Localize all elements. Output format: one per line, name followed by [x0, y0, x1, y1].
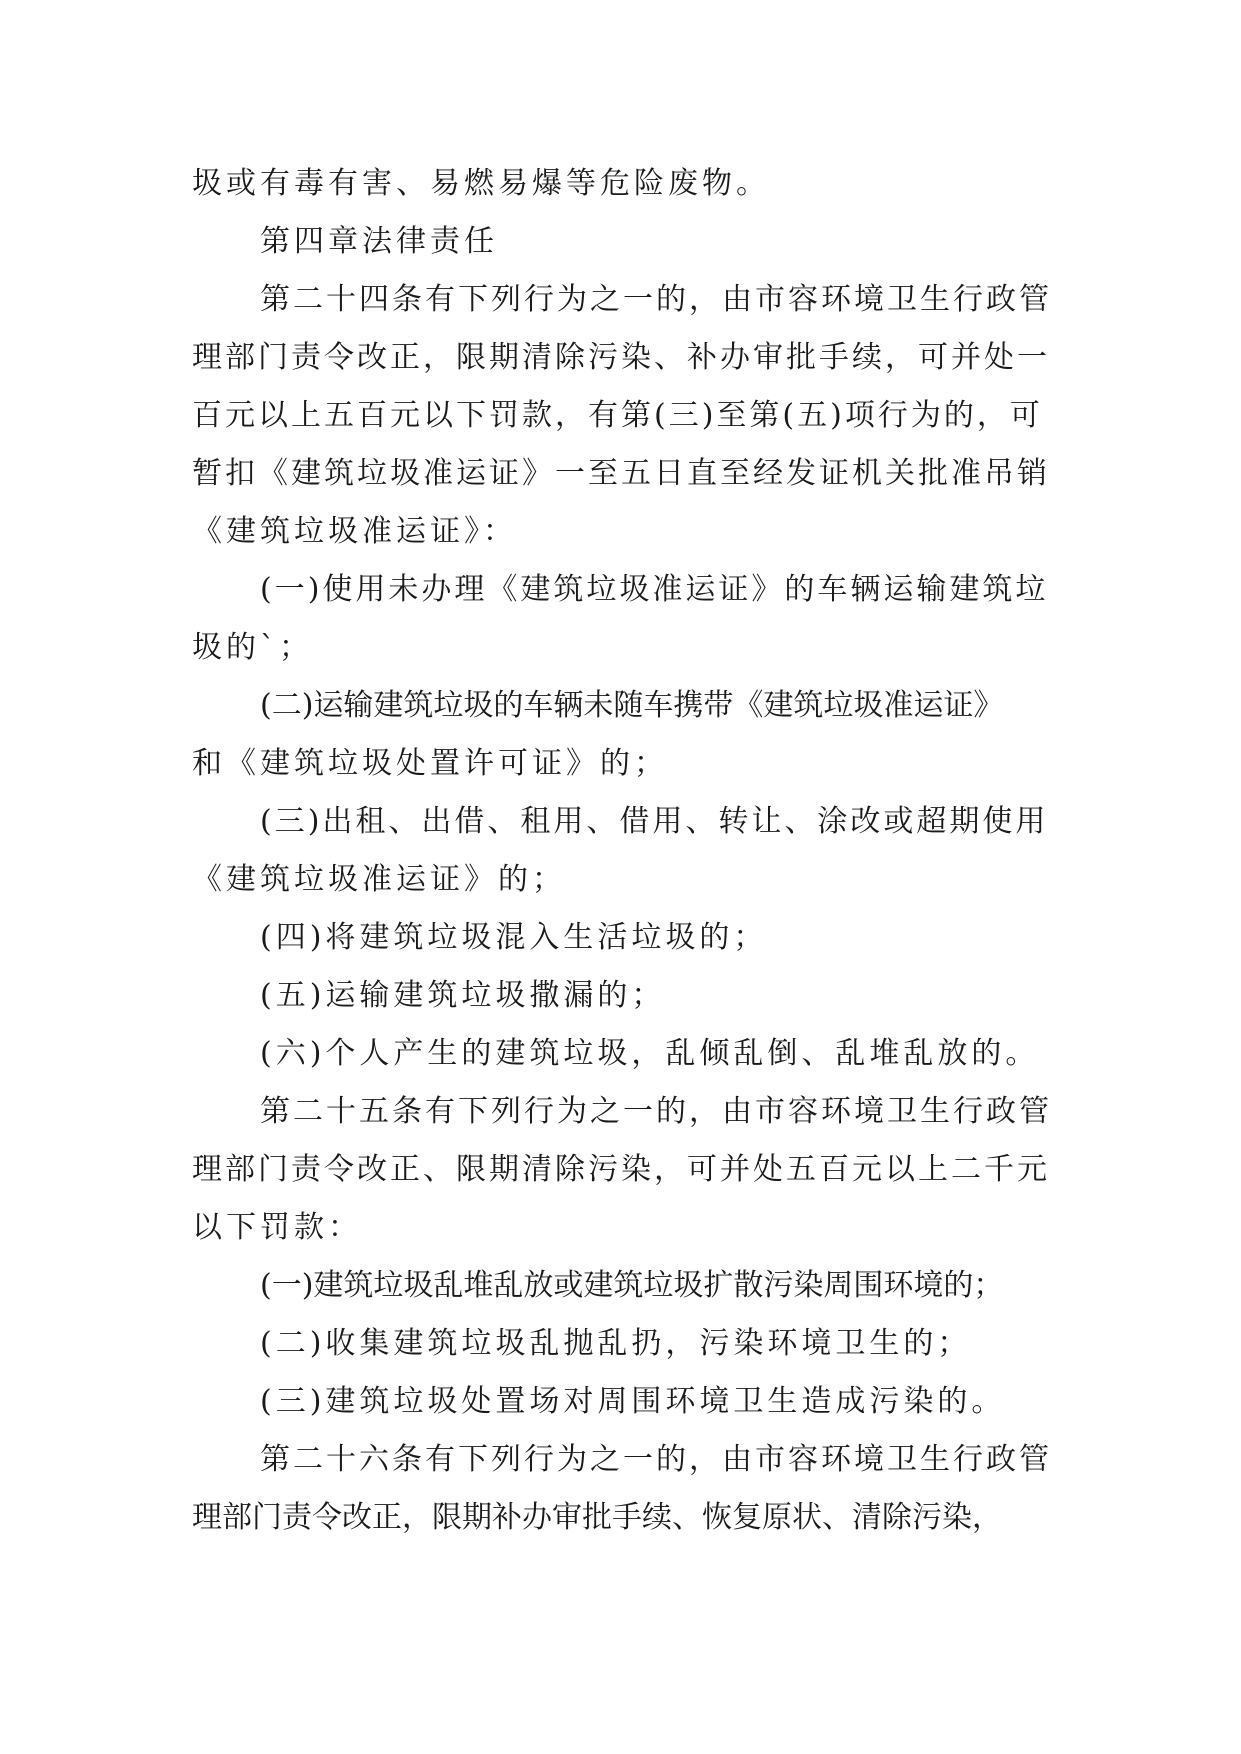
article-25-line-3: 以下罚款：	[192, 1210, 362, 1245]
article-24-line-1: 第二十四条有下列行为之一的，由市容环境卫生行政管	[260, 282, 1052, 317]
article-25-item-1: (一)建筑垃圾乱堆乱放或建筑垃圾扩散污染周围环境的；	[260, 1268, 1004, 1303]
chapter-heading: 第四章法律责任	[260, 224, 498, 259]
article-24-line-4: 暂扣《建筑垃圾准运证》一至五日直至经发证机关批准吊销	[192, 456, 1050, 491]
article-24-item-1-line-1: (一)使用未办理《建筑垃圾准运证》的车辆运输建筑垃	[260, 572, 1049, 607]
text-line: 圾或有毒有害、易燃易爆等危险废物。	[192, 166, 770, 201]
article-25-line-2: 理部门责令改正、限期清除污染，可并处五百元以上二千元	[192, 1152, 1050, 1187]
article-24-line-5: 《建筑垃圾准运证》：	[192, 514, 517, 549]
article-24-item-1-line-2: 圾的`；	[192, 630, 313, 665]
article-26-line-1: 第二十六条有下列行为之一的，由市容环境卫生行政管	[260, 1442, 1052, 1477]
article-24-line-2: 理部门责令改正，限期清除污染、补办审批手续，可并处一	[192, 340, 1050, 375]
article-24-item-4: (四)将建筑垃圾混入生活垃圾的；	[260, 920, 768, 955]
article-24-line-3: 百元以上五百元以下罚款，有第(三)至第(五)项行为的，可	[192, 398, 1043, 433]
article-24-item-2-line-2: 和《建筑垃圾处置许可证》的；	[192, 746, 668, 781]
article-24-item-2-line-1: (二)运输建筑垃圾的车辆未随车携带《建筑垃圾准运证》	[260, 688, 1004, 723]
article-24-item-5: (五)运输建筑垃圾撒漏的；	[260, 978, 666, 1013]
article-25-item-2: (二)收集建筑垃圾乱抛乱扔，污染环境卫生的；	[260, 1326, 972, 1361]
article-24-item-3-line-1: (三)出租、出借、租用、借用、转让、涂改或超期使用	[260, 804, 1049, 839]
article-26-line-2: 理部门责令改正，限期补办审批手续、恢复原状、清除污染，	[192, 1500, 1002, 1535]
body-text	[192, 155, 1054, 1547]
article-24-item-3-line-2: 《建筑垃圾准运证》的；	[192, 862, 566, 897]
article-25-item-3: (三)建筑垃圾处置场对周围环境卫生造成污染的。	[260, 1384, 1006, 1419]
article-24-item-6: (六)个人产生的建筑垃圾，乱倾乱倒、乱堆乱放的。	[260, 1036, 1040, 1071]
article-25-line-1: 第二十五条有下列行为之一的，由市容环境卫生行政管	[260, 1094, 1052, 1129]
